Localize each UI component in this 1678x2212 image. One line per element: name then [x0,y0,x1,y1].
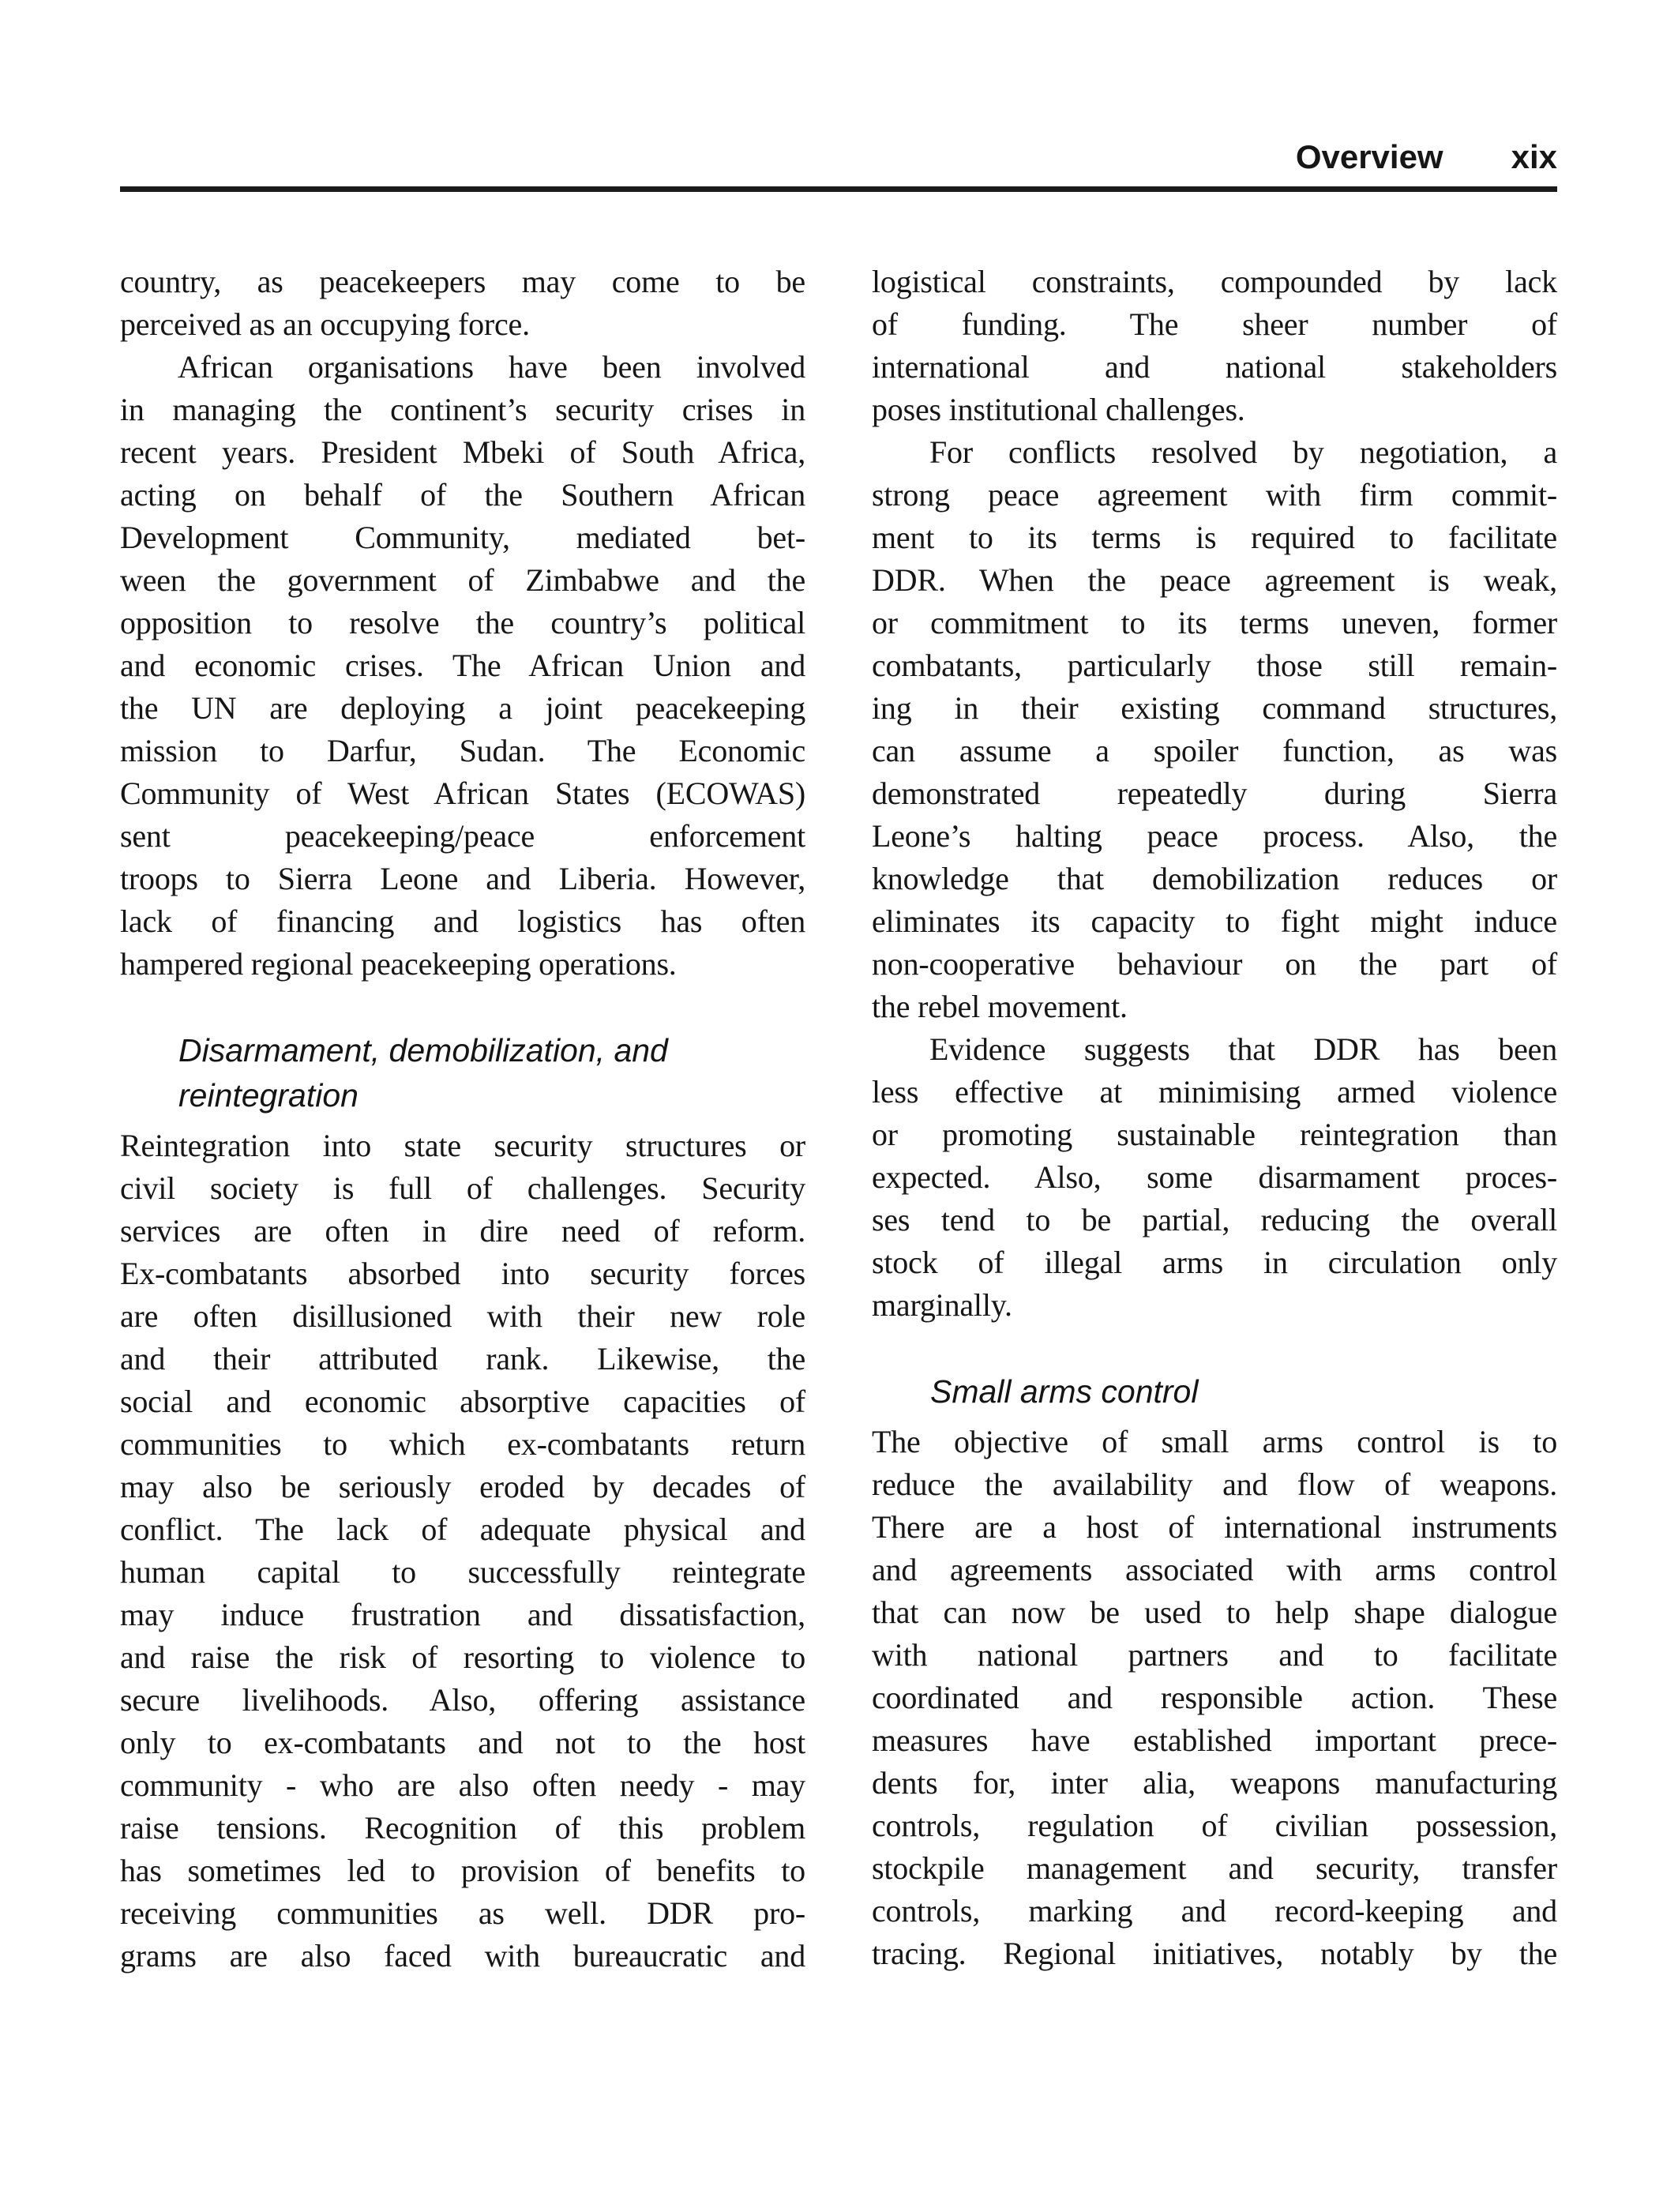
text-line: less effective at minimising armed violence [872,1074,1557,1110]
text-line: secure livelihoods. Also, offering assistance [120,1682,805,1718]
text-line: grams are also faced with bureaucratic and [120,1938,805,1974]
text-line: strong peace agreement with firm commit- [872,477,1557,513]
text-line: combatants, particularly those still remain- [872,648,1557,683]
section-heading [178,1028,805,1118]
text-line: Reintegration into state security structures or [120,1128,805,1163]
text-columns [120,261,1557,1977]
text-line: acting on behalf of the Southern African [120,477,805,513]
text-line: logistical constraints, compounded by lack [872,264,1557,299]
text-line: ween the government of Zimbabwe and the [120,562,805,598]
text-line: can assume a spoiler function, as was [872,733,1557,768]
paragraph [872,261,1557,431]
text-line: coordinated and responsible action. These [872,1680,1557,1715]
paragraph [872,431,1557,1028]
text-line: hampered regional peacekeeping operations. [120,946,677,982]
text-line: only to ex-combatants and not to the host [120,1725,805,1760]
text-line: controls, marking and record-keeping and [872,1893,1557,1928]
text-line: troops to Sierra Leone and Liberia. However, [120,861,805,896]
text-line: ses tend to be partial, reducing the overall [872,1202,1557,1237]
text-line: stock of illegal arms in circulation only [872,1245,1557,1280]
text-line: tracing. Regional initiatives, notably by the [872,1936,1557,1971]
text-line: lack of financing and logistics has often [120,903,805,939]
text-line: with national partners and to facilitate [872,1637,1557,1673]
text-line: Ex-combatants absorbed into security forces [120,1256,805,1291]
text-line: dents for, inter alia, weapons manufacturing [872,1765,1557,1801]
text-line: poses institutional challenges. [872,392,1245,427]
text-line: reduce the availability and flow of weapons. [872,1467,1557,1502]
text-line: For conflicts resolved by negotiation, a [929,434,1557,470]
right-column [872,261,1557,1977]
text-line: There are a host of international instruments [872,1509,1557,1545]
text-line: Community of West African States (ECOWAS) [120,776,805,811]
text-line: that can now be used to help shape dialogue [872,1594,1557,1630]
text-line: eliminates its capacity to fight might induce [872,903,1557,939]
text-line: may also be seriously eroded by decades of [120,1469,805,1504]
text-line: are often disillusioned with their new role [120,1298,805,1334]
heading-line: Disarmament, demobilization, and [178,1032,668,1068]
text-line: Development Community, mediated bet- [120,520,805,555]
text-line: DDR. When the peace agreement is weak, [872,562,1557,598]
left-column [120,261,805,1977]
text-line: communities to which ex-combatants return [120,1426,805,1462]
text-line: has sometimes led to provision of benefits to [120,1853,805,1888]
text-line: The objective of small arms control is to [872,1424,1557,1459]
text-line: international and national stakeholders [872,349,1557,385]
text-line: African organisations have been involved [178,349,805,385]
page-header [120,139,1557,175]
text-line: and raise the risk of resorting to violence to [120,1639,805,1675]
paragraph [120,1125,805,1977]
text-line: receiving communities as well. DDR pro- [120,1895,805,1931]
text-line: the UN are deploying a joint peacekeeping [120,690,805,726]
page-number: xix [1511,138,1557,175]
paragraph [872,1028,1557,1327]
text-line: knowledge that demobilization reduces or [872,861,1557,896]
text-line: recent years. President Mbeki of South Africa, [120,434,805,470]
text-line: and economic crises. The African Union and [120,648,805,683]
text-line: ing in their existing command structures, [872,690,1557,726]
text-line: services are often in dire need of reform. [120,1213,805,1249]
text-line: expected. Also, some disarmament proces- [872,1159,1557,1195]
text-line: civil society is full of challenges. Security [120,1170,805,1206]
text-line: mission to Darfur, Sudan. The Economic [120,733,805,768]
heading-line: Small arms control [930,1373,1199,1410]
text-line: human capital to successfully reintegrate [120,1554,805,1590]
paragraph [120,261,805,346]
header-rule [120,186,1557,192]
text-line: in managing the continent’s security crises in [120,392,805,427]
text-line: non-cooperative behaviour on the part of [872,946,1557,982]
paragraph [872,1421,1557,1975]
text-line: Leone’s halting peace process. Also, the [872,818,1557,854]
text-line: or commitment to its terms uneven, former [872,605,1557,640]
paragraph [120,346,805,986]
text-line: and their attributed rank. Likewise, the [120,1341,805,1376]
text-line: marginally. [872,1287,1012,1323]
text-line: social and economic absorptive capacities of [120,1384,805,1419]
text-line: and agreements associated with arms control [872,1552,1557,1587]
text-line: of funding. The sheer number of [872,306,1557,342]
text-line: perceived as an occupying force. [120,306,530,342]
text-line: controls, regulation of civilian possession, [872,1808,1557,1843]
text-line: opposition to resolve the country’s political [120,605,805,640]
text-line: conflict. The lack of adequate physical and [120,1512,805,1547]
text-line: raise tensions. Recognition of this problem [120,1810,805,1846]
text-line: community - who are also often needy - may [120,1767,805,1803]
text-line: sent peacekeeping/peace enforcement [120,818,805,854]
section-heading [930,1369,1557,1414]
text-line: ment to its terms is required to facilitate [872,520,1557,555]
text-line: or promoting sustainable reintegration than [872,1117,1557,1152]
text-line: Evidence suggests that DDR has been [929,1031,1557,1067]
text-line: may induce frustration and dissatisfaction, [120,1597,805,1632]
text-line: country, as peacekeepers may come to be [120,264,805,299]
page-header-title: Overview [1295,138,1443,175]
text-line: the rebel movement. [872,989,1128,1024]
text-line: demonstrated repeatedly during Sierra [872,776,1557,811]
text-line: stockpile management and security, transfer [872,1850,1557,1886]
heading-line: reintegration [178,1077,358,1114]
text-line: measures have established important prece- [872,1722,1557,1758]
